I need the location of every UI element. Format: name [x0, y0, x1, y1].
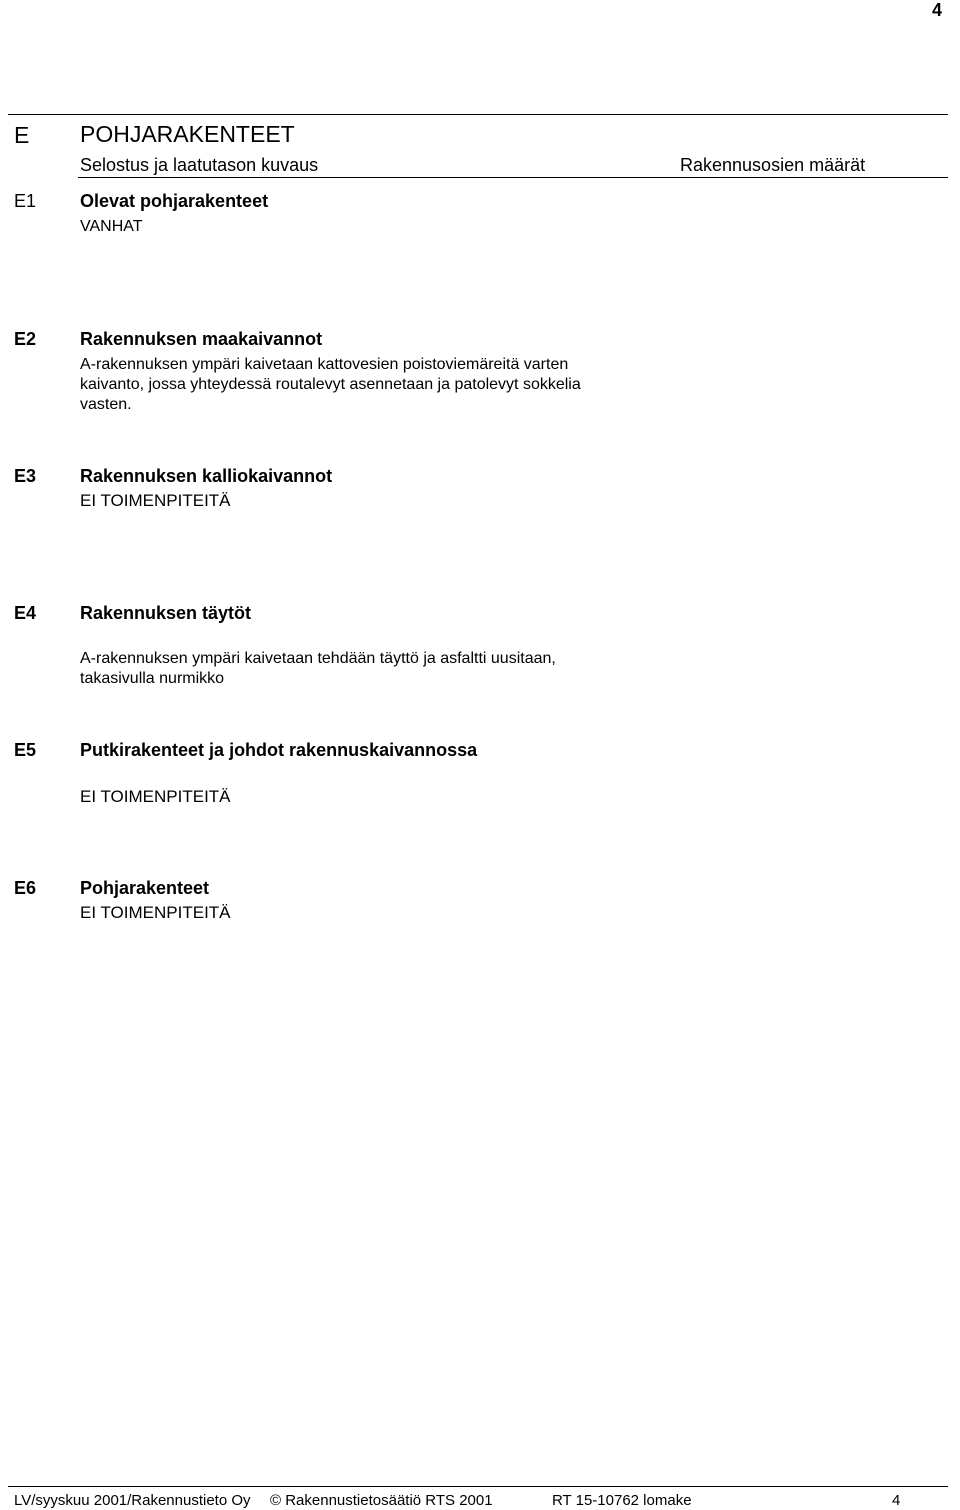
subtitle-quantities: Rakennusosien määrät	[680, 155, 866, 175]
section-text-e2-line1: A-rakennuksen ympäri kaivetaan kattovesien poistoviemäreitä varten	[80, 356, 569, 373]
section-code: E	[14, 122, 30, 148]
section-text-e4-line1: A-rakennuksen ympäri kaivetaan tehdään täyttö ja asfaltti uusitaan,	[80, 650, 556, 667]
section-code-e1: E1	[14, 191, 37, 211]
section-text-e5: EI TOIMENPITEITÄ	[80, 787, 231, 806]
subtitle-description: Selostus ja laatutason kuvaus	[80, 155, 319, 175]
footer-page-number: 4	[892, 1492, 901, 1509]
section-text-e3: EI TOIMENPITEITÄ	[80, 491, 231, 510]
footer-form-id: RT 15-10762 lomake	[552, 1492, 692, 1509]
section-title-e6: Pohjarakenteet	[80, 878, 210, 898]
section-title-e5: Putkirakenteet ja johdot rakennuskaivannossa	[80, 740, 478, 760]
footer-rule	[8, 1486, 948, 1487]
section-code-e3: E3	[14, 466, 37, 486]
page-number: 4	[931, 0, 942, 20]
section-text-e1: VANHAT	[80, 218, 143, 235]
section-text-e2-line2: kaivanto, jossa yhteydessä routalevyt asennetaan ja patolevyt sokkelia	[80, 376, 581, 393]
section-title-e2: Rakennuksen maakaivannot	[80, 329, 323, 349]
header-top-rule	[8, 114, 948, 115]
section-text-e2-line3: vasten.	[80, 396, 132, 413]
page-title: POHJARAKENTEET	[80, 121, 295, 147]
section-title-e4: Rakennuksen täytöt	[80, 603, 252, 623]
section-code-e6: E6	[14, 878, 37, 898]
section-code-e5: E5	[14, 740, 37, 760]
section-code-e2: E2	[14, 329, 37, 349]
section-text-e6: EI TOIMENPITEITÄ	[80, 903, 231, 922]
section-title-e1: Olevat pohjarakenteet	[80, 191, 269, 211]
header-bottom-rule	[78, 177, 948, 178]
section-code-e4: E4	[14, 603, 37, 623]
section-text-e4-line2: takasivulla nurmikko	[80, 670, 225, 687]
footer-copyright: © Rakennustietosäätiö RTS 2001	[270, 1492, 493, 1509]
footer-source: LV/syyskuu 2001/Rakennustieto Oy	[14, 1492, 251, 1509]
section-title-e3: Rakennuksen kalliokaivannot	[80, 466, 333, 486]
